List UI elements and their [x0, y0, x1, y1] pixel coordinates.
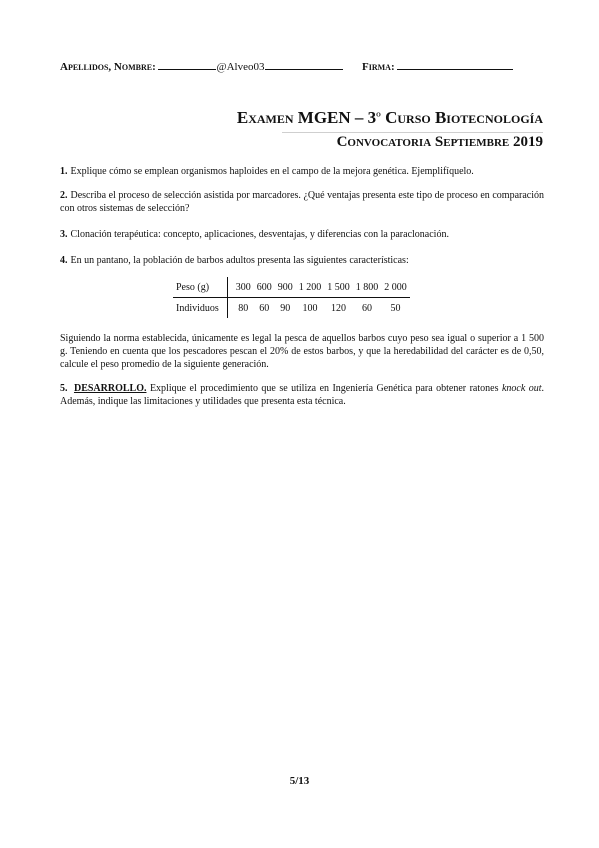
- question-number: 2.: [60, 190, 68, 201]
- fish-data-table: [173, 277, 410, 318]
- table-row-label: Individuos: [173, 298, 227, 319]
- table-cell: 90: [280, 302, 291, 314]
- page-number: 5/13: [289, 775, 310, 787]
- question-4: [60, 254, 544, 267]
- table-cell: 1 200: [296, 277, 325, 298]
- name-value: @Alveo03: [216, 61, 265, 73]
- signature-blank: [397, 69, 513, 70]
- name-blank: [158, 69, 216, 70]
- question-text: Clonación terapéutica: concepto, aplicaciones, desventajas, y diferencias con la paraclonación.: [70, 229, 449, 240]
- question-4-followup: Siguiendo la norma establecida, únicamente es legal la pesca de aquellos barbos cuyo peso sea igual o superior a 1 500 g. Teniendo en cuenta que los pescadores pescan el 20% de estos barbos, y que la heredabilidad del carácter es de 0,50, calcule el peso promedio de la siguiente generación.: [60, 333, 544, 370]
- question-number: 4.: [60, 255, 68, 266]
- title-main: Examen MGEN – 3: [236, 108, 377, 127]
- table-row: [173, 277, 410, 298]
- question-text-end: . Además, indique las limitaciones y utilidades que presenta esta técnica.: [60, 383, 544, 407]
- table-cell: 60: [362, 302, 373, 314]
- name-label: Apellidos, Nombre:: [60, 61, 156, 73]
- question-heading: DESARROLLO.: [73, 383, 147, 394]
- exam-title: [237, 108, 543, 128]
- question-2: [60, 189, 544, 215]
- table-cell: 600: [254, 277, 275, 298]
- title-rest: Curso Biotecnología: [380, 108, 543, 127]
- question-emphasis: knock out: [501, 383, 542, 394]
- question-number: 1.: [60, 166, 68, 177]
- title-sup: o: [376, 109, 381, 119]
- question-text: En un pantano, la población de barbos adultos presenta las siguientes características:: [70, 255, 409, 266]
- table-cell: 900: [275, 277, 296, 298]
- table-row: [173, 298, 410, 319]
- question-5: [60, 382, 544, 408]
- question-1: [60, 165, 544, 178]
- table-cell: 100: [302, 302, 318, 314]
- table-cell: 80: [238, 302, 249, 314]
- title-divider: [282, 132, 543, 133]
- table-row-label: Peso (g): [173, 277, 227, 298]
- question-text: Describa el proceso de selección asistida por marcadores. ¿Qué ventajas presenta este tipo de proceso en comparación con otros sistemas de selección?: [60, 190, 544, 214]
- table-cell: 120: [331, 302, 347, 314]
- student-header: [60, 61, 550, 73]
- signature-label: Firma:: [362, 61, 395, 73]
- table-cell: 60: [259, 302, 270, 314]
- table-cell: 50: [390, 302, 401, 314]
- question-text: Explique el procedimiento que se utiliza en Ingeniería Genética para obtener ratones: [146, 383, 502, 394]
- table-cell: 1 500: [324, 277, 353, 298]
- name-blank-end: [265, 69, 343, 70]
- exam-subtitle: Convocatoria Septiembre 2019: [336, 134, 543, 150]
- table-cell: 300: [227, 277, 254, 298]
- question-text: Explique cómo se emplean organismos haploides en el campo de la mejora genética. Ejemplifíquelo.: [70, 166, 474, 177]
- question-number: 5.: [60, 383, 68, 394]
- question-number: 3.: [60, 229, 68, 240]
- table-cell: 1 800: [353, 277, 382, 298]
- question-3: [60, 228, 544, 241]
- table-cell: 2 000: [381, 277, 410, 298]
